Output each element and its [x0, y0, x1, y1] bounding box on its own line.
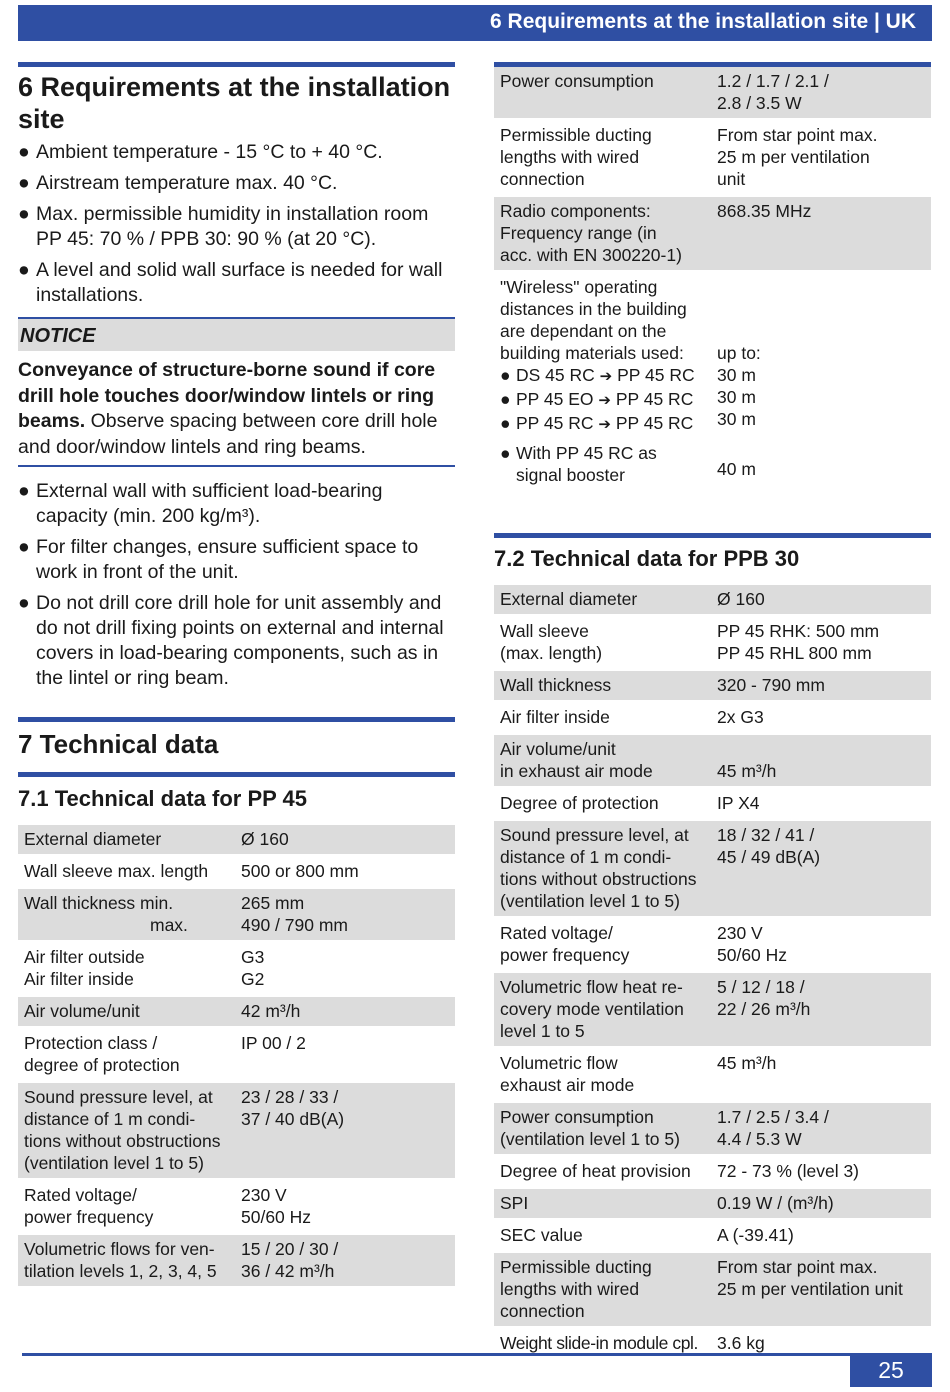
- table-row: External diameter Ø 160: [18, 825, 455, 857]
- requirements-list-2: [18, 479, 455, 691]
- notice-bold-text: Conveyance of structure-borne sound if core drill hole touches door/window lintels or ring beams.: [18, 359, 436, 432]
- table-row: Volumetric flow exhaust air mode 45 m³/h: [494, 1049, 931, 1103]
- table-row: Permissible ducting lengths with wired connection From star point max. 25 m per ventilation unit: [494, 121, 931, 197]
- bullet-icon: ●: [18, 480, 30, 502]
- section-7-2-title: 7.2 Technical data for PPB 30: [494, 546, 800, 571]
- table-row: Degree of protection IP X4: [494, 789, 931, 821]
- page-header: [18, 5, 932, 41]
- table-row: Volumetric flow heat re- covery mode ventilation level 1 to 5 5 / 12 / 18 / 22 / 26 m³/h: [494, 973, 931, 1049]
- table-row: "Wireless" operating distances in the building are dependant on the building materials used: ● DS 45 RC ➔ PP 45 RC ● PP 45 EO ➔ PP 45 RC ● PP 45 RC ➔ PP 45 RC ● With PP 45 RC as signal booster up to: 30 m 30 m 30 m 40 m: [494, 273, 931, 489]
- bullet-icon: ●: [18, 592, 30, 614]
- table-row: External diameter Ø 160: [494, 585, 931, 617]
- section-rule: [18, 772, 455, 777]
- table-row: Wall thickness 320 - 790 mm: [494, 671, 931, 703]
- table-row: Air volume/unit in exhaust air mode 45 m³/h: [494, 735, 931, 789]
- table-row: Wall sleeve (max. length) PP 45 RHK: 500 mm PP 45 RHL 800 mm: [494, 617, 931, 671]
- table-row: Wall sleeve max. length 500 or 800 mm: [18, 857, 455, 889]
- list-item: ● Max. permissible humidity in installation room PP 45: 70 % / PPB 30: 90 % (at 20 °C).: [18, 203, 429, 250]
- notice-text: Observe spacing between core drill hole and door/window lintels and ring beams.: [18, 410, 438, 458]
- table-row: Weight slide-in module cpl. 3.6 kg: [494, 1329, 931, 1361]
- list-item: ● A level and solid wall surface is needed for wall installations.: [18, 259, 443, 306]
- table-row: Protection class / degree of protection IP 00 / 2: [18, 1029, 455, 1083]
- requirements-list: [18, 140, 455, 308]
- arrow-right-icon: ➔: [599, 368, 613, 385]
- list-item: ● DS 45 RC ➔ PP 45 RC: [500, 365, 695, 385]
- list-item: ● For filter changes, ensure sufficient space to work in front of the unit.: [18, 536, 419, 583]
- list-item: ● External wall with sufficient load-bearing capacity (min. 200 kg/m³).: [18, 480, 383, 527]
- bullet-icon: ●: [500, 389, 511, 409]
- page-number: 25: [850, 1353, 932, 1387]
- list-item: ● Do not drill core drill hole for unit assembly and do not drill fixing points on external and internal covers in load-bearing components, such as in the lintel or ring beam.: [18, 592, 444, 689]
- section-7-1-title: 7.1 Technical data for PP 45: [18, 786, 307, 811]
- bullet-icon: ●: [18, 259, 30, 281]
- table-row: Wall thickness min. max. 265 mm 490 / 790 mm: [18, 889, 455, 943]
- notice-body: [18, 358, 455, 460]
- notice-box: [18, 317, 455, 467]
- list-item: ● PP 45 RC ➔ PP 45 RC: [500, 413, 694, 433]
- section-rule: [18, 62, 455, 67]
- table-row: SEC value A (-39.41): [494, 1221, 931, 1253]
- table-row: Air filter outside Air filter inside G3 G2: [18, 943, 455, 997]
- section-7-title: 7 Technical data: [18, 729, 219, 759]
- arrow-right-icon: ➔: [598, 392, 611, 409]
- ppb30-table: [494, 585, 931, 1361]
- bullet-icon: ●: [18, 141, 30, 163]
- pp45-table: [18, 825, 455, 1289]
- left-column: [18, 62, 455, 1289]
- table-row: Radio components: Frequency range (in acc. with EN 300220-1) 868.35 MHz: [494, 197, 931, 273]
- bullet-icon: ●: [500, 413, 511, 433]
- section-rule: [494, 533, 931, 538]
- header-title: 6 Requirements at the installation site | UK: [490, 10, 916, 33]
- arrow-right-icon: ➔: [598, 416, 611, 433]
- list-item: ● Ambient temperature - 15 °C to + 40 °C.: [18, 141, 383, 163]
- bullet-icon: ●: [500, 443, 511, 463]
- table-row: Power consumption (ventilation level 1 to 5) 1.7 / 2.5 / 3.4 / 4.4 / 5.3 W: [494, 1103, 931, 1157]
- table-row: Sound pressure level, at distance of 1 m condi- tions without obstructions (ventilation level 1 to 5) 23 / 28 / 33 / 37 / 40 dB(A): [18, 1083, 455, 1181]
- table-row: Rated voltage/ power frequency 230 V 50/60 Hz: [18, 1181, 455, 1235]
- table-row: Rated voltage/ power frequency 230 V 50/60 Hz: [494, 919, 931, 973]
- bullet-icon: ●: [18, 536, 30, 558]
- list-item: ● With PP 45 RC as signal booster: [500, 443, 657, 485]
- table-row: Power consumption 1.2 / 1.7 / 2.1 / 2.8 / 3.5 W: [494, 67, 931, 121]
- pp45-table-continued: [494, 67, 931, 489]
- table-row: SPI 0.19 W / (m³/h): [494, 1189, 931, 1221]
- table-row: Degree of heat provision 72 - 73 % (level 3): [494, 1157, 931, 1189]
- bullet-icon: ●: [500, 365, 511, 385]
- section-6-title: 6 Requirements at the installation site: [18, 72, 451, 134]
- table-row: Volumetric flows for ven- tilation levels 1, 2, 3, 4, 5 15 / 20 / 30 / 36 / 42 m³/h: [18, 1235, 455, 1289]
- notice-label: NOTICE: [18, 319, 455, 351]
- bullet-icon: ●: [18, 203, 30, 225]
- table-row: Permissible ducting lengths with wired connection From star point max. 25 m per ventilation unit: [494, 1253, 931, 1329]
- table-row: Sound pressure level, at distance of 1 m condi- tions without obstructions (ventilation level 1 to 5) 18 / 32 / 41 / 45 / 49 dB(A): [494, 821, 931, 919]
- footer-rule: [22, 1353, 850, 1356]
- table-row: Air filter inside 2x G3: [494, 703, 931, 735]
- right-column: [494, 62, 931, 1361]
- list-item: ● Airstream temperature max. 40 °C.: [18, 172, 338, 194]
- list-item: ● PP 45 EO ➔ PP 45 RC: [500, 389, 694, 409]
- section-rule: [18, 717, 455, 722]
- table-row: Air volume/unit 42 m³/h: [18, 997, 455, 1029]
- bullet-icon: ●: [18, 172, 30, 194]
